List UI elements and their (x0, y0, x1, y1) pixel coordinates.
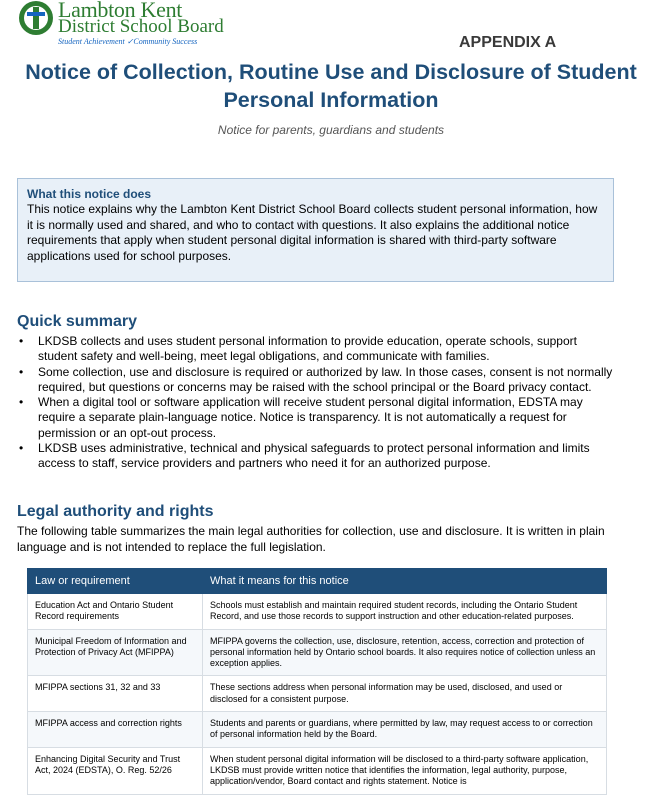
table-cell-law: Education Act and Ontario Student Record requirements (28, 594, 203, 630)
bullet-icon: • (19, 364, 24, 379)
legal-authority-heading: Legal authority and rights (17, 503, 214, 520)
list-item: • When a digital tool or software application will receive student personal digital information, EDSTA may require a separate plain-language notice. Notice is transparency. It is not automatically a request for permission or an opt-out process. (19, 395, 583, 440)
table-cell-meaning: MFIPPA governs the collection, use, disclosure, retention, access, correction and protection of personal information held by Ontario school boards. It also requires notice of collection unless an exception applies. (203, 629, 607, 676)
quick-summary-list (17, 334, 614, 472)
notice-callout-box (17, 178, 614, 282)
table-row (28, 747, 607, 794)
logo-tagline: Student Achievement ✓Community Success (58, 37, 198, 46)
appendix-label: APPENDIX A (459, 34, 557, 51)
table-cell-law: MFIPPA sections 31, 32 and 33 (28, 676, 203, 712)
list-item: • LKDSB uses administrative, technical and physical safeguards to protect personal information and limits access to staff, service providers and partners who need it for an authorized purpose. (19, 441, 590, 471)
list-item: • LKDSB collects and uses student personal information to provide education, operate schools, support student safety and well-being, meet legal obligations, and communicate with families. (19, 334, 577, 364)
table-row (28, 712, 607, 748)
table-cell-meaning: These sections address when personal information may be used, disclosed, and used or disclosed for a consistent purpose. (203, 676, 607, 712)
list-item: • Some collection, use and disclosure is required or authorized by law. In those cases, consent is not normally required, but questions or concerns may be raised with the school principal or the Board privacy contact. (19, 364, 613, 394)
column-header: What it means for this notice (203, 569, 607, 594)
notice-heading: What this notice does (27, 187, 152, 201)
bullet-icon: • (19, 441, 24, 456)
table-row (28, 676, 607, 712)
logo-name-line2: District School Board (58, 16, 224, 37)
bullet-icon: • (19, 395, 24, 410)
table-cell-law: Enhancing Digital Security and Trust Act, 2024 (EDSTA), O. Reg. 52/26 (28, 747, 203, 794)
board-logo-icon (18, 0, 54, 36)
legal-authority-table (27, 568, 607, 795)
column-header: Law or requirement (28, 569, 203, 594)
table-cell-meaning: When student personal digital information will be disclosed to a third-party software application, LKDSB must provide written notice that identifies the information, legal authority, purpose, application/vendor, Board contact and rights statement. Notice is (203, 747, 607, 794)
notice-body: This notice explains why the Lambton Kent District School Board collects student personal information, how it is normally used and shared, and who to contact with questions. It also explains the additional notice requirements that apply when student personal digital information is shared with third-party software applications used for school purposes. (27, 202, 598, 263)
document-subtitle: Notice for parents, guardians and students (217, 123, 445, 137)
table-cell-meaning: Schools must establish and maintain required student records, including the Ontario Student Record, and use those records to support instruction and other education-related purposes. (203, 594, 607, 630)
table-header-row (28, 569, 607, 594)
logo-name-line1: Lambton Kent (58, 0, 183, 22)
quick-summary-heading: Quick summary (17, 313, 138, 330)
table-row (28, 594, 607, 630)
table-cell-law: MFIPPA access and correction rights (28, 712, 203, 748)
board-logo (18, 0, 224, 50)
table-cell-law: Municipal Freedom of Information and Protection of Privacy Act (MFIPPA) (28, 629, 203, 676)
bullet-icon: • (19, 334, 24, 348)
legal-intro: The following table summarizes the main legal authorities for collection, use and disclosure. It is written in plain language and is not intended to replace the full legislation. (17, 524, 605, 554)
document-title: Notice of Collection, Routine Use and Disclosure of Student Personal Information (25, 60, 637, 112)
table-cell-meaning: Students and parents or guardians, where permitted by law, may request access to or correction of personal information held by the Board. (203, 712, 607, 748)
table-row (28, 629, 607, 676)
